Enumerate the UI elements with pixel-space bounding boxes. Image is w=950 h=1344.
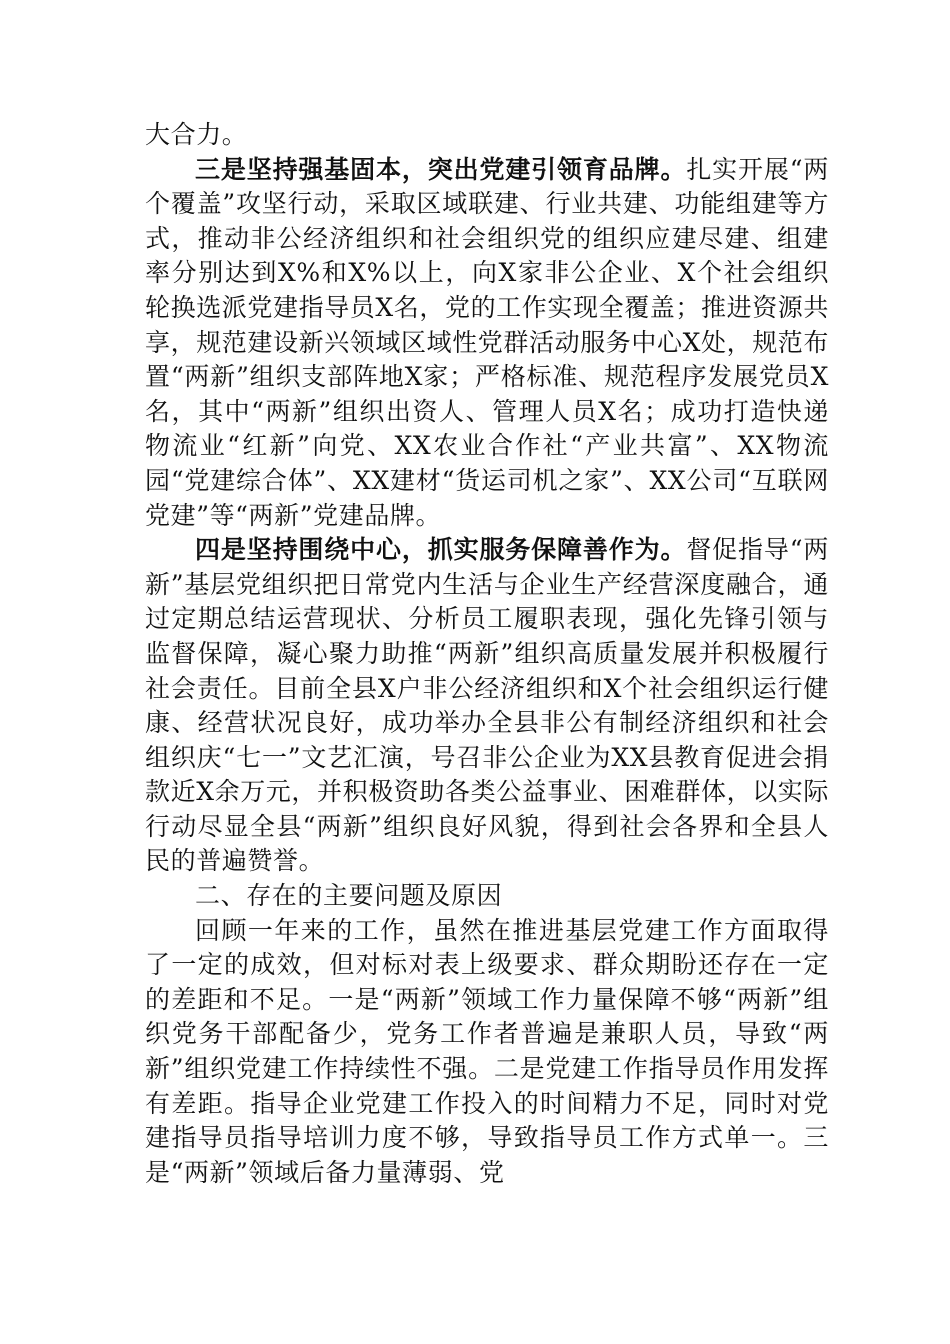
paragraph-body-text: 扎实开展“两个覆盖”攻坚行动，采取区域联建、行业共建、功能组建等方式，推动非公经济组织和社会组织党的组织应建尽建、组建率分别达到X%和X%以上，向X家非公企业、X个社会组织轮换选派党建指导员X名，党的工作实现全覆盖；推进资源共享，规范建设新兴领域区域性党群活动服务中心X处，规范布置“两新”组织支部阵地X家；严格标准、规范程序发展党员X名，其中“两新”组织出资人、管理人员X名；成功打造快递物流业“红新”向党、XX农业合作社“产业共富”、XX物流园“党建综合体”、XX建材“货运司机之家”、XX公司“互联网党建”等“两新”党建品牌。 (145, 154, 829, 530)
paragraph-body-text: 督促指导“两新”基层党组织把日常党内生活与企业生产经营深度融合，通过定期总结运营现状、分析员工履职表现，强化先锋引领与监督保障，凝心聚力助推“两新”组织高质量发展并积极履行社会责任。目前全县X户非公经济组织和X个社会组织运行健康、经营状况良好，成功举办全县非公有制经济组织和社会组织庆“七一”文艺汇演，号召非公企业为XX县教育促进会捐款近X余万元，并积极资助各类公益事业、困难群体，以实际行动尽显全县“两新”组织良好风貌，得到社会各界和全县人民的普遍赞誉。 (145, 535, 829, 876)
paragraph-point-four (145, 533, 829, 879)
paragraph-lead-text: 四是坚持围绕中心，抓实服务保障善作为。 (195, 535, 687, 565)
paragraph-lead-text: 三是坚持强基固本，突出党建引领育品牌。 (195, 154, 687, 184)
paragraph-point-three (145, 153, 829, 534)
document-body (145, 118, 829, 1190)
paragraph-problems: 回顾一年来的工作，虽然在推进基层党建工作方面取得了一定的成效，但对标对表上级要求、群众期盼还存在一定的差距和不足。一是“两新”领域工作力量保障不够“两新”组织党务干部配备少，党务工作者普遍是兼职人员，导致“两新”组织党建工作持续性不强。二是党建工作指导员作用发挥有差距。指导企业党建工作投入的时间精力不足，同时对党建指导员指导培训力度不够，导致指导员工作方式单一。三是“两新”领域后备力量薄弱、党 (145, 915, 829, 1187)
section-heading: 二、存在的主要问题及原因 (195, 881, 503, 911)
paragraph-continuation: 大合力。 (145, 120, 248, 149)
